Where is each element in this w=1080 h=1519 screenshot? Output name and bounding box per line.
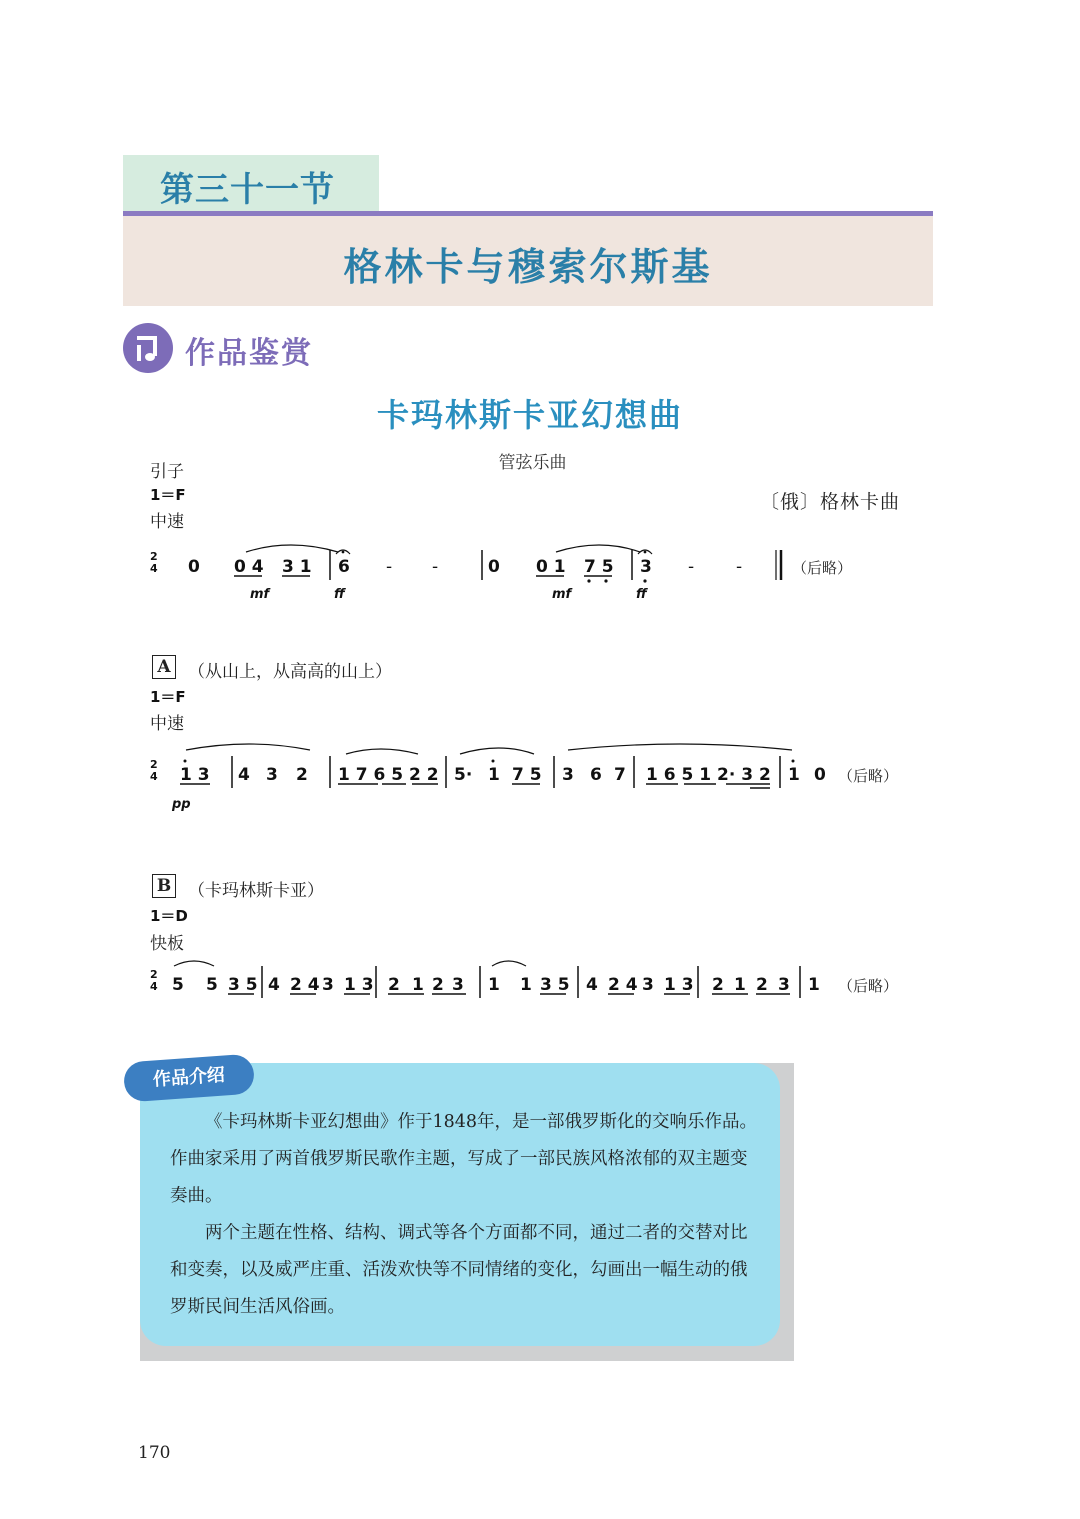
svg-text:1 3: 1 3: [180, 765, 210, 785]
svg-text:4: 4: [150, 562, 158, 575]
theme-b-name: （卡玛林斯卡亚）: [188, 881, 324, 901]
svg-text:1: 1: [734, 975, 746, 995]
svg-text:1: 1: [808, 975, 820, 995]
svg-text:0: 0: [814, 765, 826, 785]
svg-text:mf: mf: [552, 587, 572, 602]
svg-text:2: 2: [388, 975, 400, 995]
svg-text:2: 2: [150, 550, 158, 563]
svg-text:7 5: 7 5: [512, 765, 542, 785]
svg-text:3: 3: [452, 975, 464, 995]
theme-b-tempo: 快板: [150, 934, 184, 954]
svg-text:-: -: [688, 557, 695, 577]
svg-text:1 7 6 5 2 2: 1 7 6 5 2 2: [338, 765, 439, 785]
work-subtitle: 管弦乐曲: [498, 453, 567, 473]
svg-text:3 1: 3 1: [282, 557, 312, 577]
intro-paragraph-2: 两个主题在性格、结构、调式等各个方面都不同，通过二者的交替对比和变奏，以及威严庄重、活泼欢快等不同情绪的变化，勾画出一幅生动的俄罗斯民间生活风俗画。: [170, 1223, 748, 1317]
svg-text:0: 0: [188, 557, 200, 577]
intro-paragraph-1: 《卡玛林斯卡亚幻想曲》作于1848年，是一部俄罗斯化的交响乐作品。作曲家采用了两首俄罗斯民歌作主题，写成了一部民族风格浓郁的双主题变奏曲。: [170, 1112, 758, 1206]
svg-text:7 5: 7 5: [584, 557, 614, 577]
svg-text:5·: 5·: [454, 765, 473, 785]
svg-text:2: 2: [756, 975, 768, 995]
svg-text:2: 2: [150, 968, 158, 981]
theme-b-ending: （后略）: [838, 977, 899, 995]
svg-text:6: 6: [338, 557, 350, 577]
svg-text:mf: mf: [250, 587, 270, 602]
svg-text:1: 1: [488, 975, 500, 995]
svg-text:2: 2: [432, 975, 444, 995]
theme-a-name: （从山上，从高高的山上）: [188, 662, 392, 682]
theme-b-key: 1＝D: [150, 907, 188, 925]
svg-text:2: 2: [712, 975, 724, 995]
intro-tempo: 中速: [150, 512, 184, 532]
svg-text:5: 5: [172, 975, 184, 995]
intro-key: 1＝F: [150, 486, 186, 504]
svg-text:4: 4: [150, 980, 158, 993]
svg-text:-: -: [736, 557, 743, 577]
svg-text:0 1: 0 1: [536, 557, 566, 577]
page-number: 170: [138, 1443, 171, 1463]
svg-text:6: 6: [590, 765, 602, 785]
intro-ending: （后略）: [792, 559, 853, 577]
svg-text:3: 3: [778, 975, 790, 995]
svg-text:1: 1: [412, 975, 424, 995]
svg-text:1: 1: [488, 765, 500, 785]
svg-text:ff: ff: [636, 587, 647, 602]
svg-text:-: -: [432, 557, 439, 577]
composer: 〔俄〕格林卡曲: [759, 491, 900, 513]
svg-text:-: -: [386, 557, 393, 577]
svg-text:5: 5: [206, 975, 218, 995]
theme-a-ending: （后略）: [838, 767, 899, 785]
theme-a-key: 1＝F: [150, 688, 186, 706]
svg-text:1 3: 1 3: [664, 975, 694, 995]
svg-text:3: 3: [640, 557, 652, 577]
intro-box-tag: 作品介绍: [123, 1054, 255, 1103]
svg-text:1 3: 1 3: [344, 975, 374, 995]
svg-text:2 4: 2 4: [608, 975, 638, 995]
svg-text:3: 3: [322, 975, 334, 995]
svg-text:0 4: 0 4: [234, 557, 264, 577]
theme-a-notation: [150, 742, 910, 812]
svg-text:1 6 5 1 2· 3 2: 1 6 5 1 2· 3 2: [646, 765, 771, 785]
section-title: 格林卡与穆索尔斯基: [343, 245, 713, 289]
theme-a-marker: A: [152, 655, 176, 679]
intro-notation: [150, 540, 910, 610]
svg-text:4: 4: [150, 770, 158, 783]
svg-text:3: 3: [562, 765, 574, 785]
theme-b-notation: [150, 952, 910, 1022]
work-title: 卡玛林斯卡亚幻想曲: [376, 396, 683, 434]
svg-text:pp: pp: [172, 797, 191, 812]
svg-text:4: 4: [238, 765, 250, 785]
svg-text:1: 1: [788, 765, 800, 785]
svg-text:2: 2: [296, 765, 308, 785]
svg-text:3: 3: [642, 975, 654, 995]
svg-text:1: 1: [520, 975, 532, 995]
svg-text:3 5: 3 5: [540, 975, 570, 995]
appreciation-heading: 作品鉴赏: [185, 336, 313, 371]
section-number: 第三十一节: [160, 170, 335, 210]
svg-text:4: 4: [268, 975, 280, 995]
theme-b-marker: B: [152, 874, 176, 898]
svg-text:ff: ff: [334, 587, 345, 602]
svg-text:7: 7: [614, 765, 626, 785]
theme-a-tempo: 中速: [150, 714, 184, 734]
svg-text:3 5: 3 5: [228, 975, 258, 995]
music-note-icon: [123, 323, 173, 373]
svg-text:3: 3: [266, 765, 278, 785]
intro-label: 引子: [150, 462, 184, 482]
svg-text:0: 0: [488, 557, 500, 577]
svg-text:2: 2: [150, 758, 158, 771]
svg-text:4: 4: [586, 975, 598, 995]
svg-text:2 4: 2 4: [290, 975, 320, 995]
